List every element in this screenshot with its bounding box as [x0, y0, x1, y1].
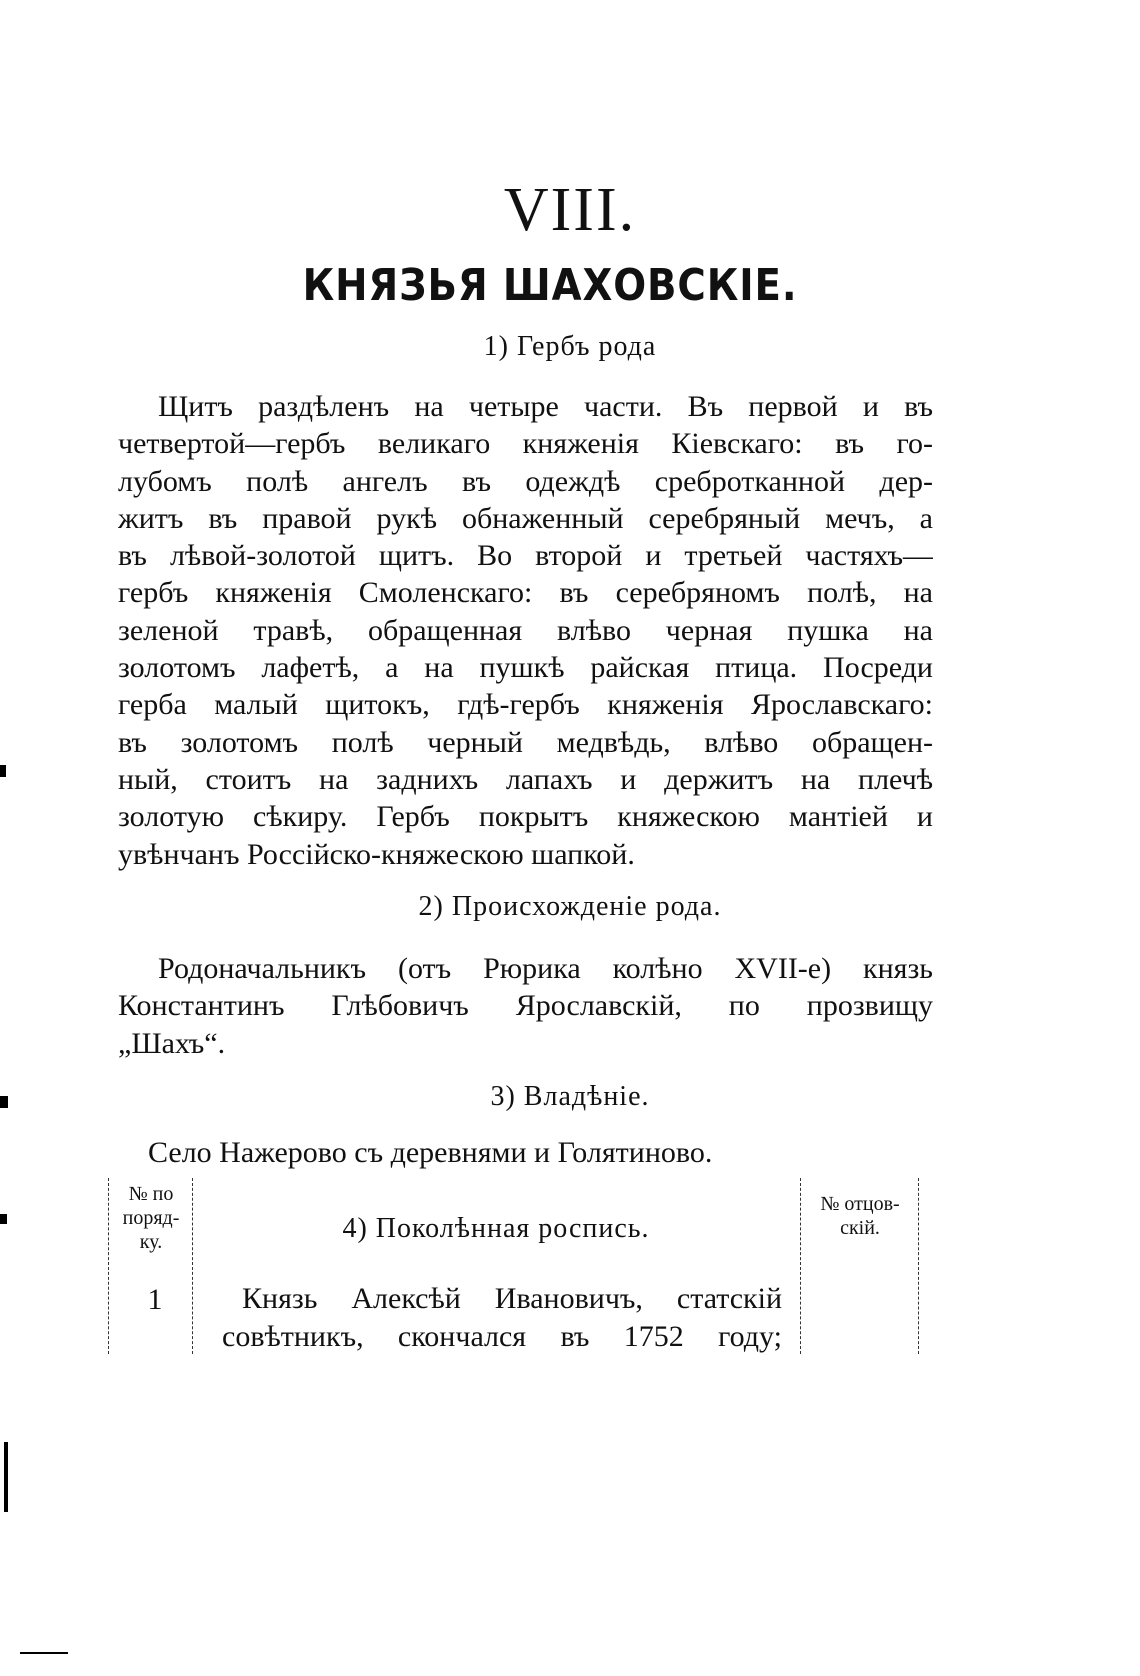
- column-header-line: скій.: [840, 1217, 880, 1239]
- chapter-number: VIII.: [503, 176, 637, 244]
- column-header-father: [802, 1192, 918, 1240]
- text-line: житъ въ правой рукѣ обнаженный серебряный мечъ, а: [118, 501, 933, 535]
- text-line: лубомъ полѣ ангелъ въ одеждѣ сребротканной дер-: [118, 464, 933, 498]
- column-header-line: ку.: [139, 1231, 163, 1253]
- table-row-number: 1: [147, 1283, 163, 1316]
- text-line: въ лѣвой-золотой щитъ. Во второй и третьей частяхъ—: [118, 539, 933, 573]
- scan-mark: [0, 1096, 8, 1108]
- text-line: Щитъ раздѣленъ на четыре части. Въ первой и въ: [158, 390, 933, 423]
- scan-mark: [0, 1214, 7, 1224]
- scan-mark: [20, 1652, 68, 1654]
- text-line: герба малый щитокъ, гдѣ-гербъ княженія Ярославскаго:: [118, 688, 933, 722]
- text-line: ный, стоитъ на заднихъ лапахъ и держитъ на плечѣ: [118, 762, 933, 796]
- column-header-line: № отцов-: [820, 1193, 900, 1215]
- origin-paragraph: [118, 950, 933, 1062]
- table-rule-right: [918, 1178, 919, 1354]
- text-line: Родоначальникъ (отъ Рюрика колѣно XVII-е) князь: [158, 952, 933, 985]
- text-line: увѣнчанъ Россійско-княжескою шапкой.: [118, 837, 635, 871]
- page-title: КНЯЗЬЯ ШАХОВСКІЕ.: [302, 260, 798, 311]
- text-line: въ золотомъ полѣ черный медвѣдь, влѣво обращен-: [118, 725, 933, 759]
- arms-paragraph: [118, 388, 933, 873]
- scan-mark: [0, 765, 6, 777]
- text-line: золотомъ лафетѣ, а на пушкѣ райская птица. Посреди: [118, 651, 933, 685]
- table-rule-left: [108, 1178, 109, 1354]
- text-line: Князь Алексѣй Ивановичъ, статскій: [242, 1282, 782, 1315]
- scan-mark: [4, 1442, 8, 1512]
- text-line: „Шахъ“.: [118, 1026, 226, 1060]
- holding-text: Село Нажерово съ деревнями и Голятиново.: [148, 1136, 713, 1169]
- text-line: золотую сѣкиру. Гербъ покрытъ княжескою мантіей и: [118, 800, 933, 834]
- section-heading-holding: 3) Владѣніе.: [490, 1081, 650, 1112]
- text-line: Константинъ Глѣбовичъ Ярославскій, по прозвищу: [118, 989, 933, 1023]
- text-line: совѣтникъ, скончался въ 1752 году;: [222, 1320, 782, 1353]
- section-heading-arms: 1) Гербъ рода: [483, 331, 657, 362]
- table-row-text: [222, 1280, 782, 1356]
- column-header-line: поряд-: [122, 1207, 180, 1229]
- section-heading-genealogy: 4) Поколѣнная роспись.: [342, 1213, 650, 1244]
- text-line: гербъ княженія Смоленскаго: въ серебряномъ полѣ, на: [118, 576, 933, 610]
- text-line: четвертой—гербъ великаго княженія Кіевскаго: въ го-: [118, 427, 933, 461]
- column-header-order: [110, 1182, 192, 1254]
- text-line: зеленой травѣ, обращенная влѣво черная пушка на: [118, 613, 933, 647]
- table-rule-number: [192, 1178, 193, 1354]
- section-heading-origin: 2) Происхожденіе рода.: [418, 891, 722, 922]
- table-rule-text: [800, 1178, 801, 1354]
- column-header-line: № по: [128, 1183, 174, 1205]
